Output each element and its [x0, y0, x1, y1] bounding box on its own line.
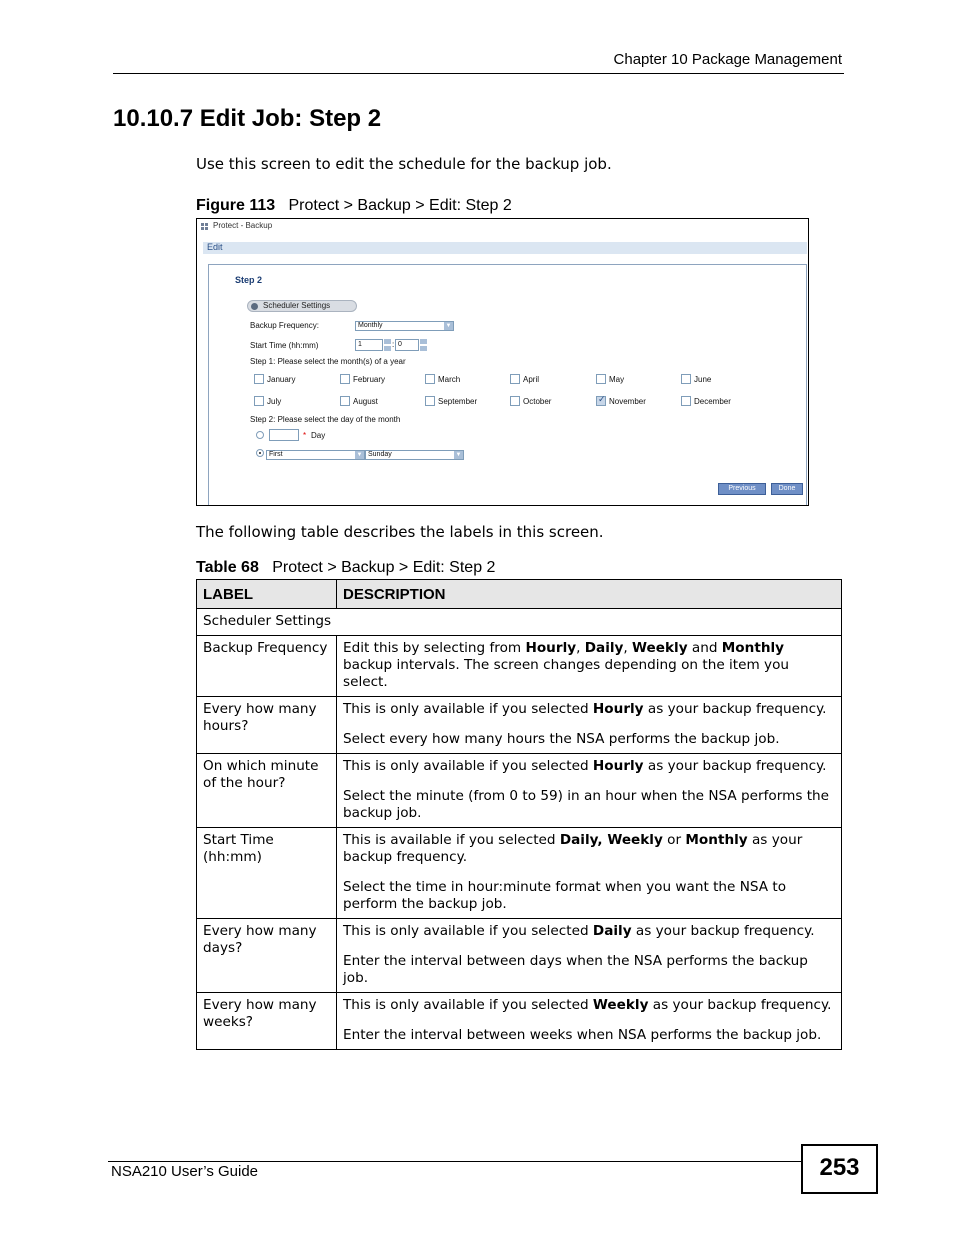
day-label: Day — [311, 431, 326, 440]
description-emphasis: Monthly — [721, 640, 785, 656]
description-emphasis: Weekly — [592, 997, 649, 1013]
description-text: or — [662, 832, 686, 848]
table-body — [197, 609, 842, 1050]
section-title: 10.10.7 Edit Job: Step 2 — [113, 105, 382, 132]
description-text: , — [623, 640, 633, 656]
description-text: backup intervals. The screen changes depending on the item you select. — [343, 657, 790, 690]
figure-caption-label: Figure 113 — [196, 197, 276, 214]
screen-breadcrumb: Protect - Backup — [213, 221, 273, 230]
screen-topbar — [197, 219, 808, 233]
description-paragraph — [343, 923, 835, 940]
table-row — [197, 993, 842, 1050]
header-rule — [113, 73, 844, 74]
description-text: Enter the interval between days when the NSA performs the backup job. — [343, 953, 808, 986]
screen-titlebar — [203, 242, 807, 254]
description-text: This is only available if you selected — [343, 923, 593, 939]
grid-icon — [201, 223, 208, 230]
description-text: Enter the interval between weeks when NSA performs the backup job. — [343, 1027, 822, 1043]
description-text: This is available if you selected — [343, 832, 560, 848]
page-number-box — [801, 1144, 878, 1194]
table-caption-text: Protect > Backup > Edit: Step 2 — [272, 559, 496, 576]
description-text: as your backup frequency. — [643, 758, 827, 774]
description-text: as your backup frequency. — [643, 701, 827, 717]
description-emphasis: Monthly — [685, 832, 748, 848]
month-checkbox[interactable] — [681, 374, 691, 384]
month-checkbox[interactable] — [254, 396, 264, 406]
description-emphasis: Daily, Weekly — [559, 832, 663, 848]
description-text: , — [576, 640, 585, 656]
chevron-down-icon: ▼ — [356, 452, 363, 458]
description-text: as your backup frequency. — [648, 997, 832, 1013]
table-caption-label: Table 68 — [196, 559, 259, 576]
row-description — [337, 697, 842, 754]
description-paragraph — [343, 701, 835, 718]
month-label: January — [267, 375, 296, 384]
label-column-header: LABEL — [197, 580, 337, 609]
row-description — [337, 919, 842, 993]
start-hour-value: 1 — [358, 341, 362, 348]
description-paragraph — [343, 832, 835, 866]
figure-caption — [196, 197, 512, 215]
minute-spinner[interactable] — [420, 339, 427, 351]
description-text: Edit this by selecting from — [343, 640, 526, 656]
month-checkbox[interactable] — [510, 374, 520, 384]
month-label: August — [353, 397, 378, 406]
month-checkbox[interactable] — [596, 374, 606, 384]
description-text: This is only available if you selected — [343, 701, 593, 717]
description-column-header: DESCRIPTION — [337, 580, 842, 609]
description-emphasis: Hourly — [525, 640, 577, 656]
step-title: Step 2 — [235, 275, 263, 285]
month-checkbox[interactable] — [596, 396, 606, 406]
description-table — [196, 579, 842, 1050]
description-emphasis: Daily — [592, 923, 632, 939]
description-text: and — [687, 640, 722, 656]
month-label: September — [438, 397, 478, 406]
month-label: July — [267, 397, 282, 406]
chevron-down-icon: ▼ — [445, 323, 452, 329]
weekday-select-value: Sunday — [368, 451, 392, 458]
day-input[interactable] — [269, 429, 299, 441]
table-row — [197, 636, 842, 697]
month-label: November — [609, 397, 646, 406]
month-label: December — [694, 397, 731, 406]
description-paragraph — [343, 953, 835, 987]
intro-text: Use this screen to edit the schedule for the backup job. — [196, 155, 612, 173]
start-minute-value: 0 — [398, 341, 402, 348]
month-label: October — [523, 397, 552, 406]
description-text: Select every how many hours the NSA performs the backup job. — [343, 731, 780, 747]
month-label: April — [523, 375, 540, 384]
screen-title: Edit — [207, 242, 223, 252]
description-paragraph — [343, 758, 835, 775]
row-description — [337, 636, 842, 697]
start-minute-input[interactable] — [395, 339, 419, 351]
row-description — [337, 993, 842, 1050]
row-description — [337, 828, 842, 919]
backup-frequency-select[interactable] — [355, 321, 454, 331]
week-select-value: First — [269, 451, 283, 458]
row-label: Start Time (hh:mm) — [197, 828, 337, 919]
previous-button[interactable]: Previous — [718, 483, 766, 495]
required-marker: * — [303, 431, 307, 440]
table-row — [197, 828, 842, 919]
pill-label: Scheduler Settings — [263, 301, 331, 310]
description-paragraph — [343, 997, 835, 1014]
description-text: as your backup frequency. — [343, 832, 803, 865]
description-emphasis: Daily — [584, 640, 624, 656]
description-emphasis: Hourly — [592, 758, 644, 774]
month-label: May — [609, 375, 625, 384]
chapter-header: Chapter 10 Package Management — [613, 51, 842, 68]
table-row — [197, 919, 842, 993]
figure-caption-text: Protect > Backup > Edit: Step 2 — [288, 197, 512, 214]
description-emphasis: Weekly — [632, 640, 688, 656]
month-label: February — [353, 375, 386, 384]
table-intro: The following table describes the labels in this screen. — [196, 523, 604, 541]
week-radio[interactable] — [256, 449, 264, 457]
description-paragraph — [343, 879, 835, 913]
description-paragraph — [343, 788, 835, 822]
section-row-label: Scheduler Settings — [197, 609, 842, 636]
pill-bullet-icon — [251, 303, 258, 310]
description-emphasis: Hourly — [592, 701, 644, 717]
step1-label: Step 1: Please select the month(s) of a year — [250, 357, 406, 366]
start-time-label: Start Time (hh:mm) — [250, 341, 319, 350]
month-label: June — [694, 375, 712, 384]
hour-spinner[interactable] — [384, 339, 391, 351]
page-number: 253 — [819, 1154, 860, 1181]
table-row — [197, 697, 842, 754]
footer-rule — [108, 1161, 802, 1162]
month-checkbox[interactable] — [510, 396, 520, 406]
week-select[interactable] — [266, 450, 365, 460]
description-paragraph — [343, 640, 835, 691]
weekday-select[interactable] — [365, 450, 464, 460]
row-label: On which minute of the hour? — [197, 754, 337, 828]
description-text: This is only available if you selected — [343, 997, 593, 1013]
description-text: as your backup frequency. — [631, 923, 815, 939]
time-separator: : — [392, 340, 395, 349]
table-header-row — [197, 580, 842, 609]
month-checkbox[interactable] — [340, 396, 350, 406]
month-checkbox[interactable] — [425, 396, 435, 406]
description-paragraph — [343, 1027, 835, 1044]
step2-label: Step 2: Please select the day of the month — [250, 415, 401, 424]
figure-screenshot — [196, 218, 809, 506]
description-text: Select the time in hour:minute format when you want the NSA to perform the backup job. — [343, 879, 787, 912]
month-checkbox[interactable] — [425, 374, 435, 384]
chevron-down-icon: ▼ — [455, 452, 462, 458]
row-description — [337, 754, 842, 828]
backup-frequency-label: Backup Frequency: — [250, 321, 319, 330]
table-row — [197, 754, 842, 828]
done-button[interactable]: Done — [771, 483, 803, 495]
day-radio[interactable] — [256, 431, 264, 439]
backup-frequency-value: Monthly — [358, 322, 383, 329]
row-label: Every how many days? — [197, 919, 337, 993]
month-checkbox[interactable] — [340, 374, 350, 384]
row-label: Every how many hours? — [197, 697, 337, 754]
month-label: March — [438, 375, 461, 384]
description-text: Select the minute (from 0 to 59) in an hour when the NSA performs the backup job. — [343, 788, 830, 821]
table-caption — [196, 559, 495, 577]
month-checkbox[interactable] — [681, 396, 691, 406]
scheduler-settings-pill — [247, 300, 357, 312]
row-label: Every how many weeks? — [197, 993, 337, 1050]
description-text: This is only available if you selected — [343, 758, 593, 774]
month-checkbox[interactable] — [254, 374, 264, 384]
section-row — [197, 609, 842, 636]
footer-guide-name: NSA210 User’s Guide — [111, 1163, 259, 1180]
start-hour-input[interactable] — [355, 339, 383, 351]
row-label: Backup Frequency — [197, 636, 337, 697]
description-paragraph — [343, 731, 835, 748]
